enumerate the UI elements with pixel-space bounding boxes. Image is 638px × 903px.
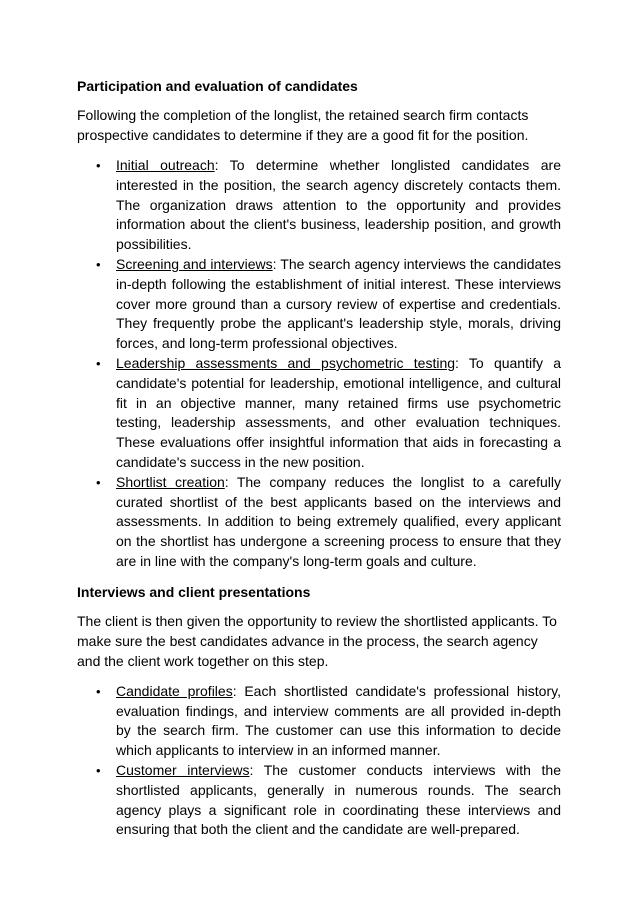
list-item-text: : Each shortlisted candidate's professional history, evaluation findings, and interview comments are all provided in-depth by the search firm. The customer can use this information to decide which applicants to interview in an informed manner. [116, 682, 561, 759]
list-item-term: Customer interviews [116, 761, 250, 778]
list-item-term: Leadership assessments and psychometric testing [116, 354, 456, 371]
list-item-text: : The customer conducts interviews with the shortlisted applicants, generally in numerous rounds. The search agency plays a significant role in coordinating these interviews and ensuring that both the client and the candidate are well-prepared. [116, 761, 561, 838]
section-intro-participation: Following the completion of the longlist, the retained search firm contacts prospective candidates to determine if they are a good fit for the position. [77, 107, 529, 143]
list-item [77, 761, 561, 840]
list-item [77, 473, 561, 572]
bullet-list-participation [77, 156, 561, 572]
list-item-term: Screening and interviews [116, 255, 273, 272]
bullet-icon: • [96, 158, 101, 173]
bullet-icon: • [96, 256, 101, 272]
section-intro-interviews: The client is then given the opportunity to review the shortlisted applicants. To make sure the best candidates advance in the process, the search agency and the client work together on this step. [77, 612, 557, 669]
document-page [77, 76, 561, 850]
list-item-term: Candidate profiles [116, 682, 233, 699]
list-item [77, 255, 561, 354]
bullet-icon: • [96, 762, 101, 778]
list-item [77, 354, 561, 473]
list-item-term: Initial outreach [116, 157, 215, 173]
bullet-icon: • [96, 355, 101, 371]
list-item-term: Shortlist creation [116, 473, 225, 490]
bullet-icon: • [96, 474, 101, 490]
list-item [77, 682, 561, 761]
list-item-text: : To determine whether longlisted candidates are interested in the position, the search agency discretely contacts them. The organization draws attention to the opportunity and provides information about the client's business, leadership position, and growth possibilities. [116, 157, 561, 253]
bullet-list-interviews [77, 682, 561, 840]
bullet-icon: • [96, 683, 101, 699]
section-heading-interviews: Interviews and client presentations [77, 583, 311, 600]
list-item [77, 156, 561, 255]
list-item-text: : The search agency interviews the candidates in-depth following the establishment of initial interest. These interviews cover more ground than a cursory review of expertise and credentials. They frequently probe the applicant's leadership style, morals, driving forces, and long-term professional objectives. [116, 255, 562, 352]
list-item-text: : The company reduces the longlist to a carefully curated shortlist of the best applicants based on the interviews and assessments. In addition to being extremely qualified, every applicant on the shortlist has undergone a screening process to ensure that they are in line with the company's long-term goals and culture. [116, 473, 561, 569]
list-item-text: : To quantify a candidate's potential for leadership, emotional intelligence, and cultural fit in an objective manner, many retained firms use psychometric testing, leadership assessments, and other evaluation techniques. These evaluations offer insightful information that aids in forecasting a candidate's success in the new position. [116, 354, 562, 470]
section-heading-participation: Participation and evaluation of candidates [77, 78, 358, 94]
